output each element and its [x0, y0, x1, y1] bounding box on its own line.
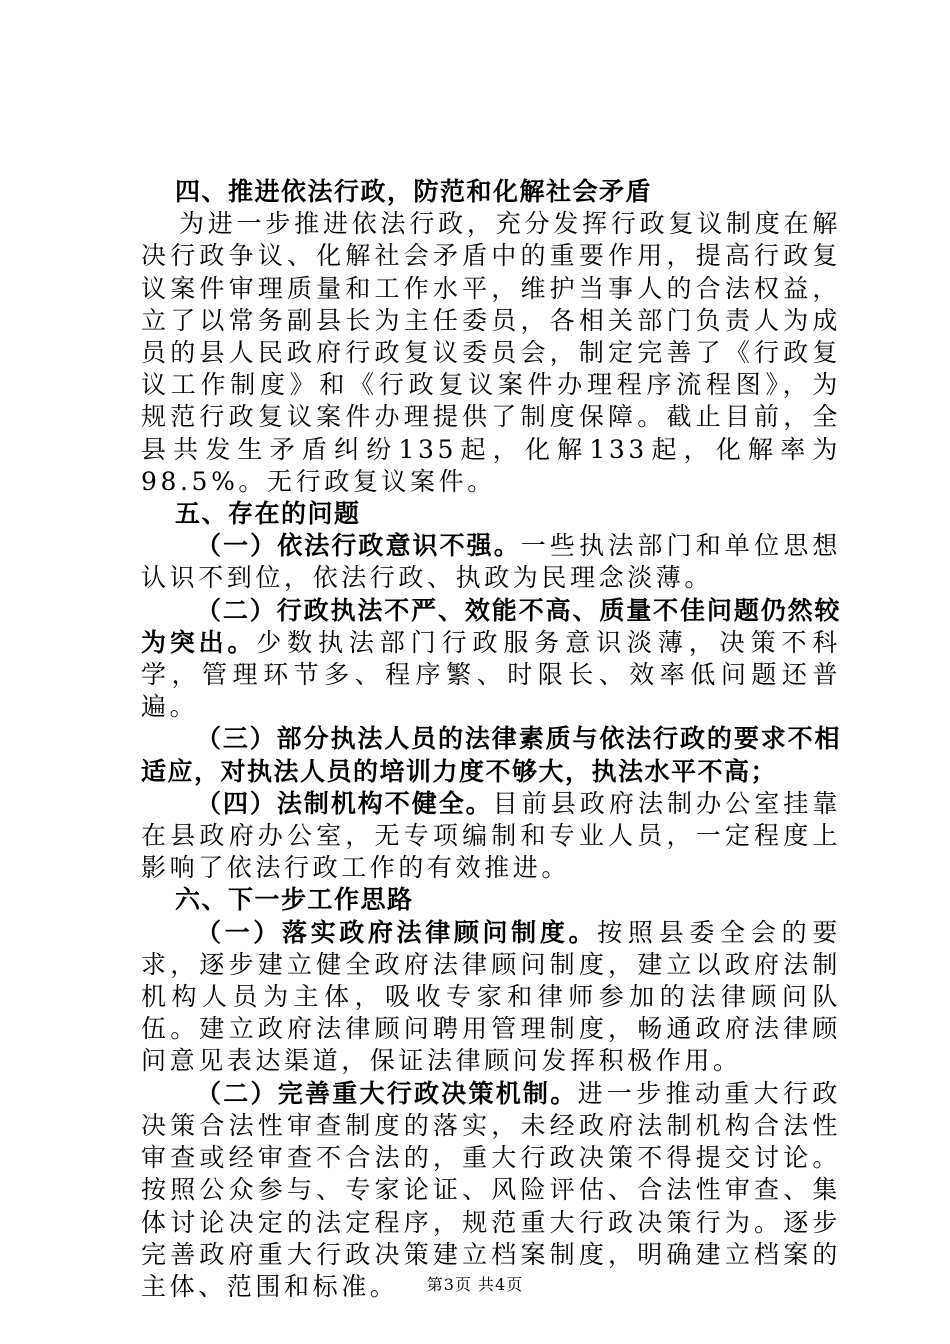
paragraph-lead: （四）法制机构不健全。	[196, 788, 493, 818]
paragraph-text: 一些执法部门和单位思想认识不到位，依法行政、执政为民理念淡薄。	[141, 531, 841, 593]
paragraph-lead: （一）落实政府法律顾问制度。	[196, 917, 598, 947]
paragraph-lead: （二）完善重大行政决策机制。	[196, 1078, 578, 1108]
section-heading: 五、存在的问题	[175, 499, 361, 529]
paragraph	[141, 208, 841, 498]
document-body	[141, 176, 841, 1303]
paragraph-text: 为进一步推进依法行政，充分发挥行政复议制度在解决行政争议、化解社会矛盾中的重要作用，提高行政复议案件审理质量和工作水平，维护当事人的合法权益，立了以常务副县长为主任委员，各相关部门负责人为成员的县人民政府行政复议委员会，制定完善了《行政复议工作制度》和《行政复议案件办理程序流程图》，为规范行政复议案件办理提供了制度保障。截止目前，全县共发生矛盾纠纷135起，化解133起，化解率为98.5%。无行政复议案件。	[141, 209, 841, 496]
paragraph-text: 少数执法部门行政服务意识淡薄，决策不科学，管理环节多、程序繁、时限长、效率低问题还普遍。	[141, 627, 841, 722]
paragraph	[141, 723, 841, 787]
paragraph-lead: （一）依法行政意识不强。	[196, 531, 521, 561]
paragraph-lead: （二）行政执法不严、效能不高、质量不佳问题仍然较为突出。	[141, 595, 841, 657]
paragraph-text: 进一步推动重大行政决策合法性审查制度的落实，未经政府法制机构合法性审查或经审查不合法的，重大行政决策不得提交讨论。按照公众参与、专家论证、风险评估、合法性审查、集体讨论决定的法定程序，规范重大行政决策行为。逐步完善政府重大行政决策建立档案制度，明确建立档案的主体、范围和标准。	[141, 1078, 841, 1301]
paragraph	[141, 1078, 841, 1303]
paragraph	[141, 530, 841, 594]
section-heading: 四、推进依法行政，防范和化解社会矛盾	[175, 177, 653, 206]
paragraph	[141, 788, 841, 885]
paragraph-lead: （三）部分执法人员的法律素质与依法行政的要求不相适应，对执法人员的培训力度不够大，执法水平不高；	[141, 724, 841, 786]
paragraph-text: 按照县委全会的要求，逐步建立健全政府法律顾问制度，建立以政府法制机构人员为主体，吸收专家和律师参加的法律顾问队伍。建立政府法律顾问聘用管理制度，畅通政府法律顾问意见表达渠道，保证法律顾问发挥积极作用。	[141, 917, 841, 1076]
page-footer: 第3页 共4页	[426, 1275, 524, 1294]
paragraph	[141, 595, 841, 724]
paragraph-text: 目前县政府法制办公室挂靠在县政府办公室，无专项编制和专业人员，一定程度上影响了依法行政工作的有效推进。	[141, 788, 841, 883]
section-heading: 六、下一步工作思路	[175, 885, 414, 915]
paragraph	[141, 917, 841, 1078]
